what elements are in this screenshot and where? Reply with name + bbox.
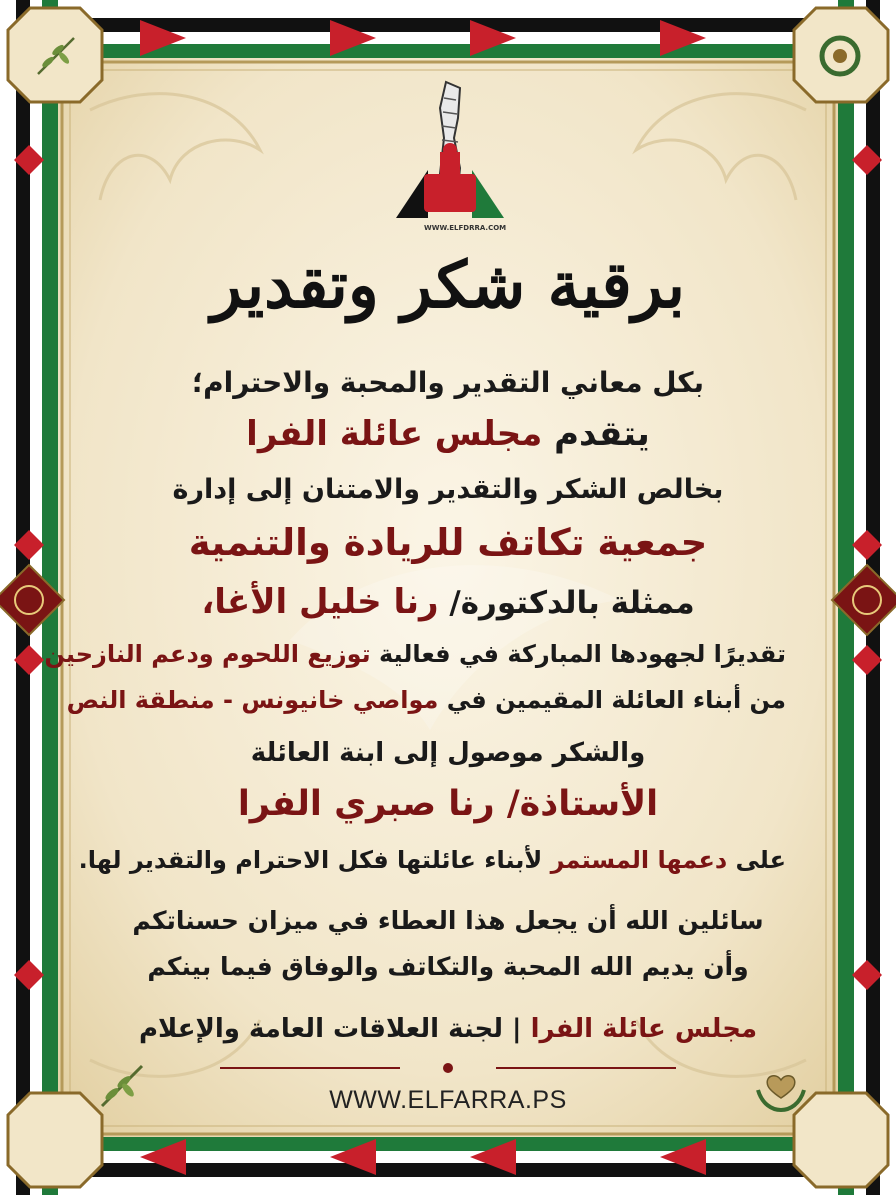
represented-name: رنا خليل الأغا، (201, 582, 439, 622)
logo-url: WWW.ELFDRRA.COM (424, 224, 507, 232)
certificate-body (44, 0, 786, 1195)
organization-name: جمعية تكاتف للريادة والتنمية (188, 521, 708, 564)
greeting-line: بكل معاني التقدير والمحبة والاحترام؛ (191, 366, 705, 399)
page-title: برقية شكر وتقدير (211, 248, 685, 323)
prayer-line-1: سائلين الله أن يجعل هذا العطاء في ميزان حسناتكم (132, 906, 764, 935)
support-line (78, 846, 786, 874)
location-highlight: مواصي خانيونس - منطقة النص (66, 686, 439, 714)
support-text-start: على (727, 846, 786, 874)
location-text: من أبناء العائلة المقيمين في (438, 686, 786, 714)
thanks-line: بخالص الشكر والتقدير والامتنان إلى إدارة (172, 474, 724, 505)
olive-branch-icon (28, 28, 84, 84)
appreciation-line (44, 640, 786, 668)
represented-line (110, 582, 786, 622)
second-honoree-name: الأستاذة/ رنا صبري الفرا (237, 784, 659, 824)
prayer-line-2: وأن يديم الله المحبة والتكاتف والوفاق فيما بينكم (147, 952, 749, 981)
hands-circle-icon (812, 28, 868, 84)
presenter-name: مجلس عائلة الفرا (246, 414, 543, 454)
appreciation-highlight: توزيع اللحوم ودعم النازحين (44, 640, 371, 668)
location-line (66, 686, 786, 714)
signature-line (110, 1014, 786, 1044)
support-highlight: دعمها المستمر (550, 846, 728, 874)
signature-separator: | (512, 1014, 522, 1044)
represented-prefix: ممثلة بالدكتورة/ (438, 585, 695, 621)
second-thanks-line: والشكر موصول إلى ابنة العائلة (250, 738, 646, 768)
appreciation-text: تقديرًا لجهودها المباركة في فعالية (370, 640, 786, 668)
signature-council: مجلس عائلة الفرا (530, 1014, 758, 1044)
presenter-prefix: يتقدم (542, 414, 650, 454)
footer-website-link[interactable]: WWW.ELFARRA.PS (329, 1086, 567, 1114)
signature-committee: لجنة العلاقات العامة والإعلام (138, 1014, 503, 1044)
support-text-end: لأبناء عائلتها فكل الاحترام والتقدير لها. (78, 846, 551, 874)
presenter-line (110, 414, 786, 454)
